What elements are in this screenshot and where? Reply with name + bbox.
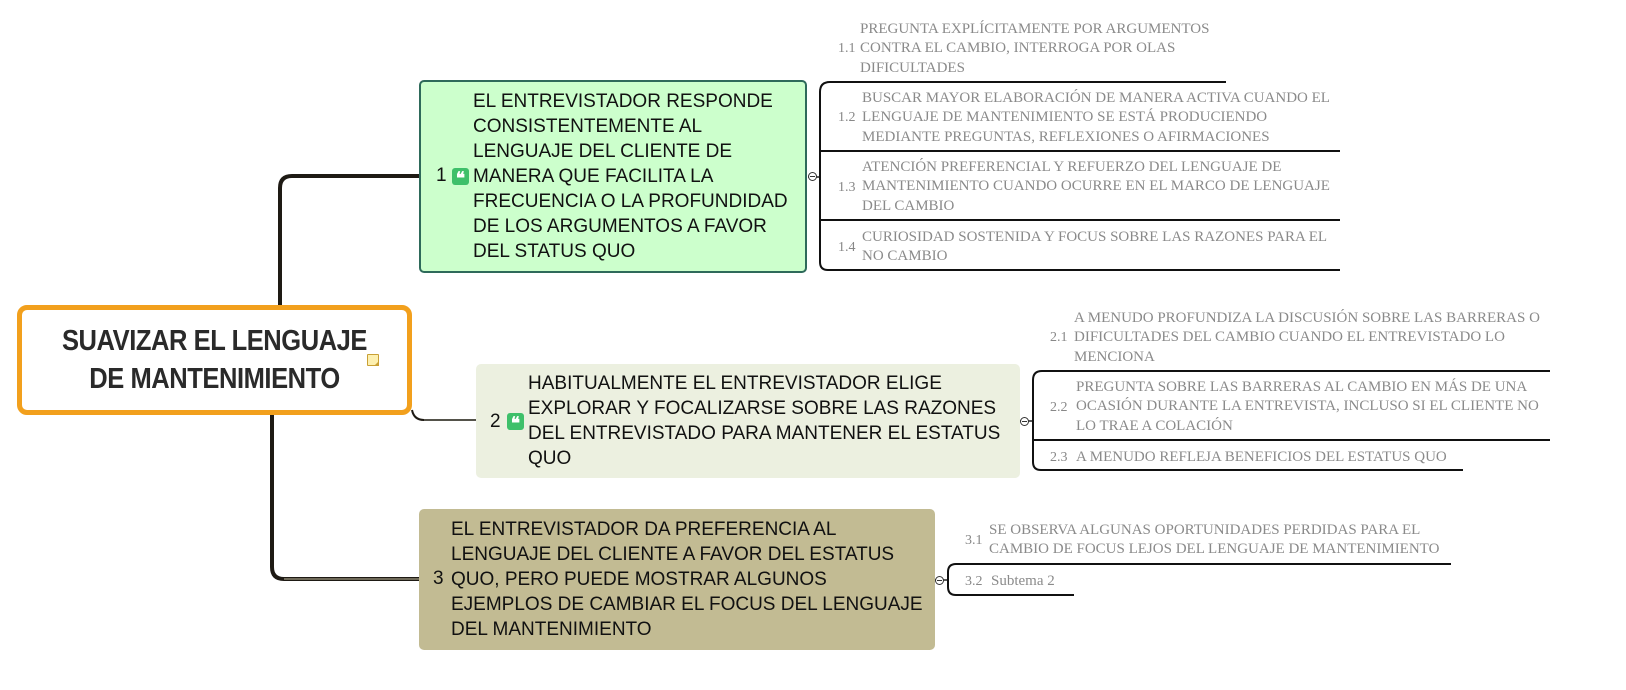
subtopic-number: 1.3 [838, 180, 856, 195]
branch-text: HABITUALMENTE EL ENTREVISTADOR ELIGE EXPLORAR Y FOCALIZARSE SOBRE LAS RAZONES DEL ENTREVISTADO PARA MANTENER EL ESTATUS QUO [528, 373, 1001, 469]
subtopic-number: 1.2 [838, 110, 856, 125]
subtopic-number: 2.2 [1050, 400, 1068, 415]
quote-icon: ❝ [452, 168, 469, 185]
subtopic-number: 2.3 [1050, 450, 1068, 465]
quote-icon: ❝ [507, 413, 524, 430]
collapse-toggle[interactable] [808, 172, 817, 181]
collapse-toggle[interactable] [1020, 417, 1029, 426]
subtopic-number: 3.2 [965, 574, 983, 589]
subtopic-text[interactable]: A MENUDO PROFUNDIZA LA DISCUSIÓN SOBRE LAS BARRERAS O DIFICULTADES DEL CAMBIO CUANDO EL ENTREVISTADO LO MENCIONA [1074, 310, 1540, 365]
subtopic-text[interactable]: PREGUNTA SOBRE LAS BARRERAS AL CAMBIO EN MÁS DE UNA OCASIÓN DURANTE LA ENTREVISTA, INCLUSO SI EL CLIENTE NO LO TRAE A COLACIÓN [1076, 379, 1539, 434]
branch-number: 2 [490, 411, 501, 432]
subtopic-text[interactable]: BUSCAR MAYOR ELABORACIÓN DE MANERA ACTIVA CUANDO EL LENGUAJE DE MANTENIMIENTO SE ESTÁ PRODUCIENDO MEDIANTE PREGUNTAS, REFLEXIONES O AFIRMACIONES [862, 90, 1330, 145]
note-icon[interactable] [367, 354, 379, 366]
branch-number: 3 [433, 568, 444, 589]
branch-text: EL ENTREVISTADOR DA PREFERENCIA AL LENGUAJE DEL CLIENTE A FAVOR DEL ESTATUS QUO, PERO PUEDE MOSTRAR ALGUNOS EJEMPLOS DE CAMBIAR EL FOCUS DEL LENGUAJE DEL MANTENIMIENTO [451, 519, 923, 640]
central-topic-title: SUAVIZAR EL LENGUAJE DE MANTENIMIENTO [61, 325, 368, 395]
branch-number: 1 [436, 165, 447, 186]
subtopic-text[interactable]: CURIOSIDAD SOSTENIDA Y FOCUS SOBRE LAS RAZONES PARA EL NO CAMBIO [862, 229, 1327, 265]
subtopic-text[interactable]: Subtema 2 [991, 573, 1055, 589]
branch-text: EL ENTREVISTADOR RESPONDE CONSISTENTEMENTE AL LENGUAJE DEL CLIENTE DE MANERA QUE FACILITA LA FRECUENCIA O LA PROFUNDIDAD DE LOS ARGUMENTOS A FAVOR DEL STATUS QUO [473, 91, 788, 262]
collapse-toggle[interactable] [935, 576, 944, 585]
subtopic-number: 2.1 [1050, 330, 1068, 345]
subtopic-number: 3.1 [965, 533, 983, 548]
subtopic-text[interactable]: A MENUDO REFLEJA BENEFICIOS DEL ESTATUS QUO [1076, 449, 1447, 465]
central-topic[interactable] [17, 305, 412, 415]
subtopic-text[interactable]: PREGUNTA EXPLÍCITAMENTE POR ARGUMENTOS CONTRA EL CAMBIO, INTERROGA POR OLAS DIFICULTADES [860, 21, 1210, 76]
subtopic-text[interactable]: SE OBSERVA ALGUNAS OPORTUNIDADES PERDIDAS PARA EL CAMBIO DE FOCUS LEJOS DEL LENGUAJE DE MANTENIMIENTO [989, 522, 1440, 558]
subtopic-number: 1.1 [838, 41, 856, 56]
subtopic-number: 1.4 [838, 240, 856, 255]
subtopic-text[interactable]: ATENCIÓN PREFERENCIAL Y REFUERZO DEL LENGUAJE DE MANTENIMIENTO CUANDO OCURRE EN EL MARCO DE LENGUAJE DEL CAMBIO [862, 159, 1330, 214]
